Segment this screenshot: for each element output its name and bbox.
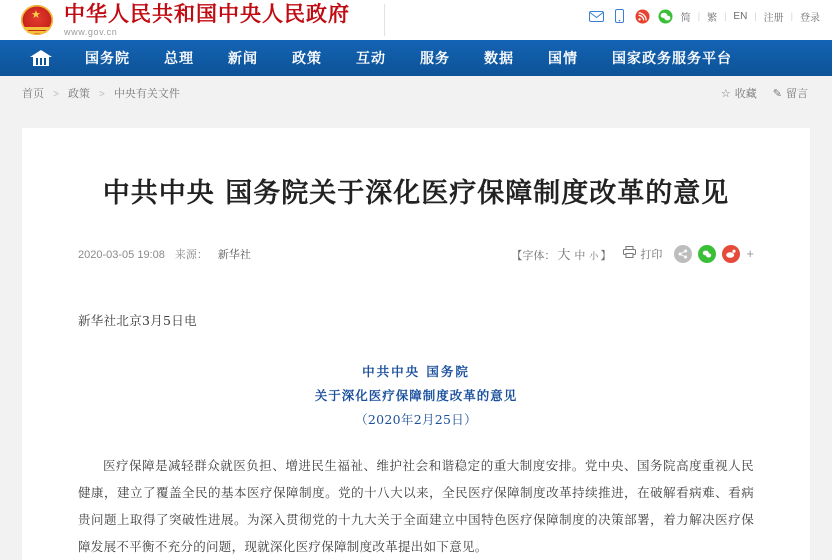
share-link-icon[interactable] (674, 245, 692, 263)
article-body (78, 307, 754, 560)
utility-separator: | (754, 11, 757, 21)
nav-item-shuju[interactable]: 数据 (484, 51, 514, 67)
share-more-button[interactable]: + (746, 246, 754, 262)
print-label: 打印 (640, 248, 663, 261)
article-source: 新华社 (217, 248, 251, 261)
share-wechat-icon[interactable] (698, 245, 716, 263)
printer-icon (623, 246, 636, 261)
article-meta-left (78, 246, 251, 262)
utility-separator: | (790, 11, 793, 21)
star-icon: ☆ (720, 87, 731, 100)
utility-separator: | (697, 11, 701, 21)
lang-simplified[interactable]: 简 (680, 12, 691, 24)
national-emblem-icon: ★ (18, 1, 56, 39)
article-date: 2020-03-05 19:08 (78, 248, 165, 261)
fontsize-small[interactable]: 小 (589, 251, 599, 262)
article-paragraph: 医疗保障是减轻群众就医负担、增进民生福祉、维护社会和谐稳定的重大制度安排。党中央、国务院高度重视人民健康，建立了覆盖全民的基本医疗保障制度。党的十八大以来，全民医疗保障制度改革持续推进，在破解看病难、看病贵问题上取得了突破性进展。为深入贯彻党的十九大关于全面建立中国特色医疗保障制度的决策部署，着力解决医疗保障发展不平衡不充分的问题，现就深化医疗保障制度改革提出如下意见。 (78, 458, 754, 555)
fontsize-label-end: 】 (600, 250, 612, 263)
fontsize-large[interactable]: 大 (557, 247, 571, 263)
document-heading-line2: 关于深化医疗保障制度改革的意见 (314, 388, 518, 404)
mobile-icon[interactable] (612, 8, 628, 24)
breadcrumb-row (0, 76, 832, 110)
wechat-icon[interactable] (658, 8, 674, 24)
breadcrumb (22, 85, 180, 101)
rss-icon[interactable] (635, 8, 651, 24)
document-heading-date: （2020年2月25日） (355, 412, 477, 428)
comment-action[interactable] (773, 85, 808, 101)
lang-english[interactable]: EN (733, 10, 748, 22)
nav-item-hudong[interactable]: 互动 (356, 51, 386, 67)
breadcrumb-item-home[interactable]: 首页 (22, 88, 44, 100)
page-title: 中共中央 国务院关于深化医疗保障制度改革的意见 (102, 178, 730, 210)
nav-item-xinwen[interactable]: 新闻 (228, 51, 258, 67)
site-title: 中华人民共和国中央人民政府 (64, 1, 350, 26)
login-link[interactable]: 登录 (800, 12, 820, 24)
register-link[interactable]: 注册 (763, 12, 784, 24)
article-tools (511, 244, 754, 263)
header-divider (384, 4, 385, 36)
nav-item-zhengce[interactable]: 政策 (292, 51, 322, 67)
favorite-action[interactable] (721, 85, 757, 101)
home-icon[interactable] (14, 40, 68, 76)
share-weibo-icon[interactable] (722, 245, 740, 263)
share-group (674, 245, 754, 263)
nav-item-fuwu[interactable]: 服务 (420, 51, 450, 67)
fontsize-medium[interactable]: 中 (574, 250, 586, 263)
site-header (0, 0, 832, 40)
site-identity[interactable] (64, 3, 350, 38)
print-button[interactable] (623, 246, 662, 262)
document-heading-line1: 中共中央 国务院 (362, 364, 470, 380)
breadcrumb-actions (721, 85, 808, 101)
article-source-label: 来源： (174, 248, 208, 261)
article-card (22, 128, 810, 560)
nav-item-service-platform[interactable]: 国家政务服务平台 (612, 51, 732, 67)
breadcrumb-item-central-documents[interactable]: 中央有关文件 (113, 88, 180, 100)
article-meta (78, 244, 754, 273)
article-dateline: 新华社北京3月5日电 (78, 313, 197, 329)
main-navigation (0, 40, 832, 76)
lang-traditional[interactable]: 繁 (707, 12, 718, 24)
nav-item-zongli[interactable]: 总理 (164, 51, 194, 67)
nav-item-guoqing[interactable]: 国情 (548, 51, 578, 67)
fontsize-label: 【字体： (511, 250, 556, 263)
header-utility-bar (589, 8, 820, 24)
pencil-icon: ✎ (772, 87, 782, 100)
breadcrumb-separator: > (99, 89, 105, 100)
breadcrumb-separator: > (53, 89, 59, 100)
fontsize-control (511, 244, 611, 263)
document-heading (78, 360, 754, 432)
mail-icon[interactable] (589, 8, 605, 24)
favorite-label: 收藏 (734, 88, 757, 100)
comment-label: 留言 (786, 88, 808, 100)
utility-separator: | (724, 11, 727, 21)
breadcrumb-item-policy[interactable]: 政策 (67, 88, 90, 100)
site-url: www.gov.cn (64, 26, 118, 37)
nav-item-guowuyuan[interactable]: 国务院 (85, 51, 130, 67)
